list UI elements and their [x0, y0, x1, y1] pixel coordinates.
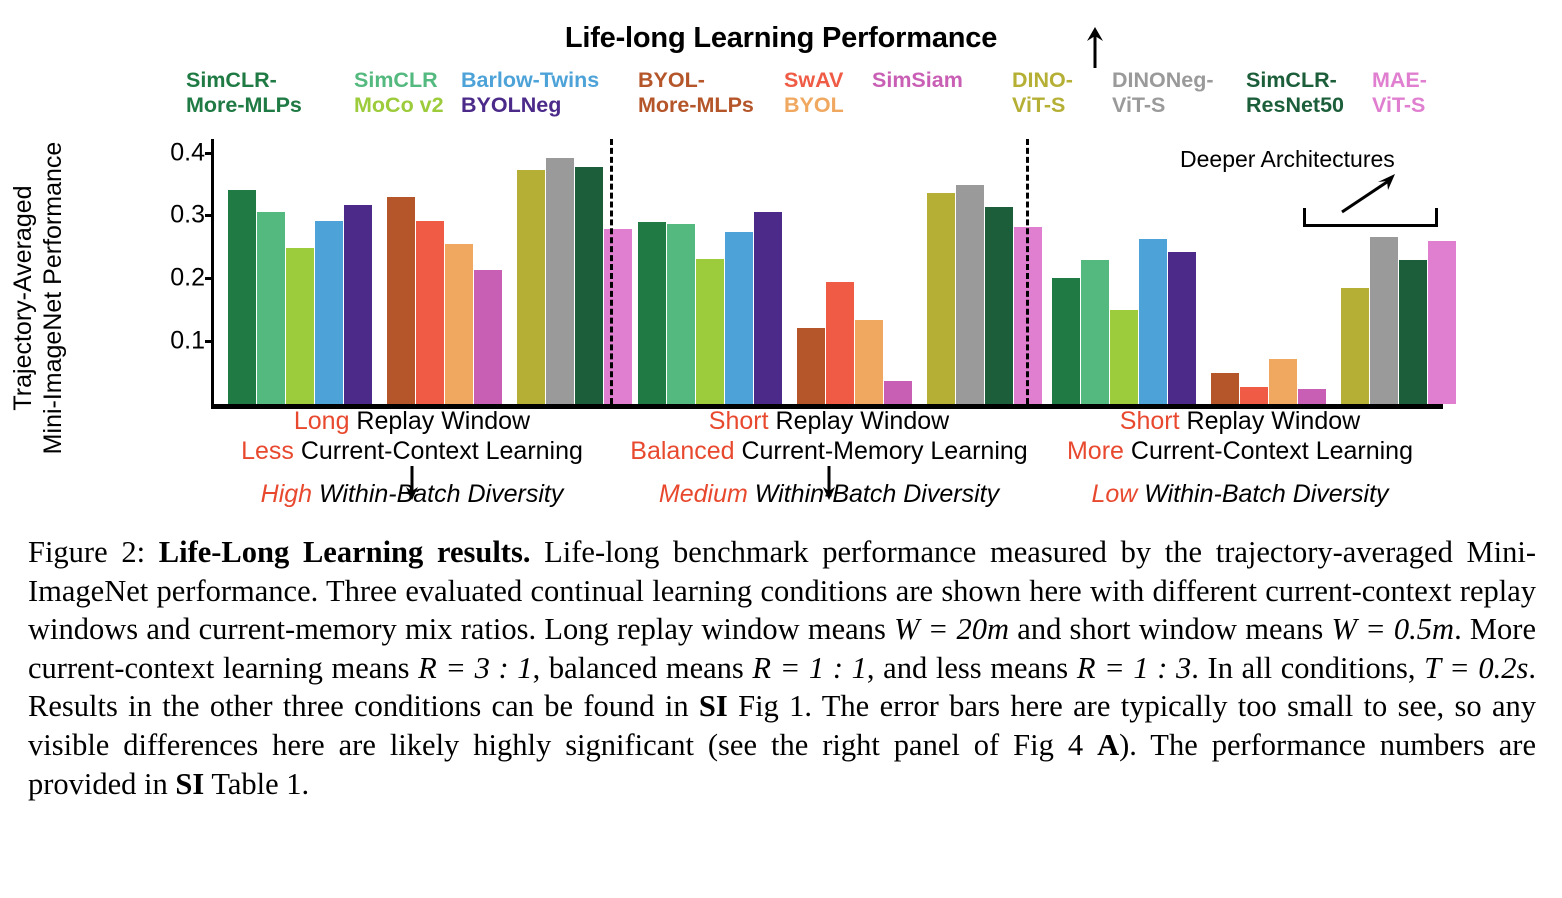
caption-body-8: Fig 1. The error bars here are typically too small to see, so any visible differences here are likely highly significant (see the right panel of Fig 4: [28, 689, 1536, 762]
bar: [575, 167, 603, 404]
figure-caption: [28, 533, 1536, 803]
condition-window-rest: Replay Window: [349, 407, 531, 435]
condition-diversity-0: [214, 480, 610, 509]
legend-label-line2: ViT-S: [1012, 93, 1066, 117]
legend-label-line2: More-MLPs: [638, 93, 754, 117]
bar: [474, 270, 502, 404]
bar: [344, 205, 372, 404]
legend-label-line1: SimCLR-: [186, 68, 277, 92]
caption-body-4: , balanced means: [532, 650, 753, 685]
bar: [884, 381, 912, 404]
bar: [604, 229, 632, 404]
condition-caption-2: [1040, 406, 1440, 466]
caption-bold-title: Life-Long Learning results.: [158, 535, 531, 569]
legend-label-line1: BYOL-: [638, 68, 705, 92]
y-tick-mark: [205, 340, 214, 343]
legend-label-line1: SimCLR-: [1246, 68, 1337, 92]
legend-label-line1: SimSiam: [872, 68, 963, 92]
legend-item-8: [1246, 68, 1344, 118]
chart-legend: [186, 68, 1466, 130]
bar: [257, 212, 285, 404]
bar: [1370, 237, 1398, 404]
condition-diversity-rest: Within-Batch Diversity: [312, 480, 564, 508]
legend-item-1: [354, 68, 444, 118]
condition-diversity-rest: Within-Batch Diversity: [747, 480, 1000, 508]
caption-bold-si-2: SI: [175, 766, 205, 801]
condition-mix-highlight: Less: [241, 437, 294, 465]
caption-body-5: , and less means: [866, 650, 1077, 685]
bar: [985, 207, 1013, 404]
y-axis-label: [8, 88, 68, 508]
legend-label-line1: SwAV: [784, 68, 844, 92]
condition-mix-rest: Current-Context Learning: [1123, 437, 1413, 465]
bar: [387, 197, 415, 404]
legend-label-line2: BYOL: [784, 93, 844, 117]
bar: [416, 221, 444, 404]
legend-item-9: [1372, 68, 1427, 118]
condition-window-2: [1120, 407, 1360, 435]
y-tick-label: 0.2: [170, 263, 205, 292]
legend-item-4: [784, 68, 844, 118]
bar: [1269, 359, 1297, 404]
legend-label-line2: ViT-S: [1112, 93, 1166, 117]
bar: [546, 158, 574, 404]
bar: [1428, 241, 1456, 404]
bar: [754, 212, 782, 404]
caption-body-3: . More current-context learning means: [28, 612, 1536, 685]
legend-label-line2: MoCo v2: [354, 93, 444, 117]
condition-mix-rest: Current-Context Learning: [293, 437, 583, 465]
legend-label-line2: ResNet50: [1246, 93, 1344, 117]
bar: [696, 259, 724, 404]
condition-diversity-1: [620, 480, 1038, 509]
bar: [826, 282, 854, 404]
caption-math-3: R = 3 : 1: [418, 650, 533, 685]
caption-math-4: R = 1 : 1: [752, 650, 867, 685]
condition-diversity-highlight: Low: [1091, 480, 1138, 508]
bar: [667, 224, 695, 404]
caption-bold-si-1: SI: [698, 689, 728, 724]
caption-math-5: R = 1 : 3: [1076, 650, 1192, 685]
legend-label-line1: DINONeg-: [1112, 68, 1214, 92]
bar: [927, 193, 955, 404]
bar: [1081, 260, 1109, 404]
caption-math-2: W = 0.5m: [1331, 612, 1455, 647]
bar: [1052, 278, 1080, 404]
condition-window-highlight: Short: [1119, 407, 1180, 435]
legend-item-3: [638, 68, 754, 118]
bar: [228, 190, 256, 404]
figure-title: Life-long Learning Performance: [564, 22, 998, 54]
bar: [1399, 260, 1427, 404]
caption-math-6: T = 0.2s: [1424, 650, 1529, 685]
y-axis-line: [211, 139, 214, 404]
condition-mix-highlight: More: [1066, 437, 1124, 465]
bar: [1240, 387, 1268, 404]
legend-label-line1: DINO-: [1012, 68, 1073, 92]
legend-item-5: [872, 68, 963, 93]
legend-label-line1: Barlow-Twins: [461, 68, 600, 92]
bar: [1341, 288, 1369, 404]
y-tick-label: 0.4: [170, 138, 205, 167]
deeper-architectures-arrow-icon: [1340, 172, 1396, 214]
condition-diversity-highlight: High: [260, 480, 313, 508]
caption-body-7: . Results in the other three conditions can be found in: [28, 650, 1536, 724]
condition-mix-rest: Current-Memory Learning: [734, 437, 1028, 465]
y-axis-label-line2: Mini-ImageNet Performance: [39, 141, 67, 455]
legend-label-line1: MAE-: [1372, 68, 1427, 92]
condition-window-1: [709, 407, 949, 435]
bar: [855, 320, 883, 404]
legend-label-line1: SimCLR: [354, 68, 438, 92]
panel-divider-2: [1026, 139, 1029, 404]
y-tick-label: 0.3: [170, 200, 205, 229]
y-tick-mark: [205, 277, 214, 280]
up-arrow-icon: [1083, 26, 1107, 68]
deeper-architectures-label: Deeper Architectures: [1180, 146, 1395, 172]
condition-diversity-highlight: Medium: [658, 480, 748, 508]
condition-caption-1: [620, 406, 1038, 466]
caption-bold-a: A: [1097, 727, 1120, 762]
condition-mix-2: [1040, 436, 1440, 466]
y-tick-mark: [205, 214, 214, 217]
y-tick-label: 0.1: [170, 326, 205, 355]
panel-divider-1: [610, 139, 613, 404]
condition-window-rest: Replay Window: [768, 407, 950, 435]
condition-window-0: [294, 407, 530, 435]
legend-label-line2: ViT-S: [1372, 93, 1426, 117]
bar: [445, 244, 473, 404]
bar: [1110, 310, 1138, 404]
chart-plot-area: [170, 138, 1440, 404]
caption-body-2: and short window means: [1009, 612, 1332, 647]
y-tick-mark: [205, 152, 214, 155]
legend-item-2: [461, 68, 599, 118]
caption-body-9: ). The performance numbers are provided in: [28, 727, 1537, 801]
bar: [725, 232, 753, 404]
legend-label-line2: BYOLNeg: [461, 93, 562, 117]
bar: [517, 170, 545, 404]
caption-body-6: . In all conditions,: [1191, 650, 1425, 685]
caption-math-1: W = 20m: [894, 612, 1010, 647]
condition-window-rest: Replay Window: [1179, 407, 1361, 435]
condition-window-highlight: Short: [708, 407, 769, 435]
condition-mix-1: [620, 436, 1038, 466]
bar: [1298, 389, 1326, 404]
bar: [286, 248, 314, 404]
bar: [1139, 239, 1167, 404]
condition-mix-0: [214, 436, 610, 466]
legend-item-6: [1012, 68, 1073, 118]
bar: [797, 328, 825, 404]
condition-window-highlight: Long: [293, 407, 350, 435]
caption-label: Figure 2:: [28, 535, 146, 569]
condition-mix-highlight: Balanced: [630, 437, 735, 465]
condition-caption-0: [214, 406, 610, 466]
legend-item-0: [186, 68, 302, 118]
bar: [1211, 373, 1239, 404]
bar: [956, 185, 984, 404]
bar: [638, 222, 666, 404]
caption-body-1: Life-long benchmark performance measured by the trajectory-averaged Mini-ImageNet performance. Three evaluated continual learning conditions are shown here with different current-context replay windows and current-memory mix ratios. Long replay window means: [28, 535, 1536, 647]
y-axis-label-line1: Trajectory-Averaged: [9, 185, 37, 411]
condition-diversity-2: [1040, 480, 1440, 509]
legend-item-7: [1112, 68, 1214, 118]
bar: [315, 221, 343, 404]
condition-diversity-rest: Within-Batch Diversity: [1137, 480, 1389, 508]
bar: [1168, 252, 1196, 404]
caption-body-10: Table 1.: [204, 766, 310, 801]
legend-label-line2: More-MLPs: [186, 93, 302, 117]
